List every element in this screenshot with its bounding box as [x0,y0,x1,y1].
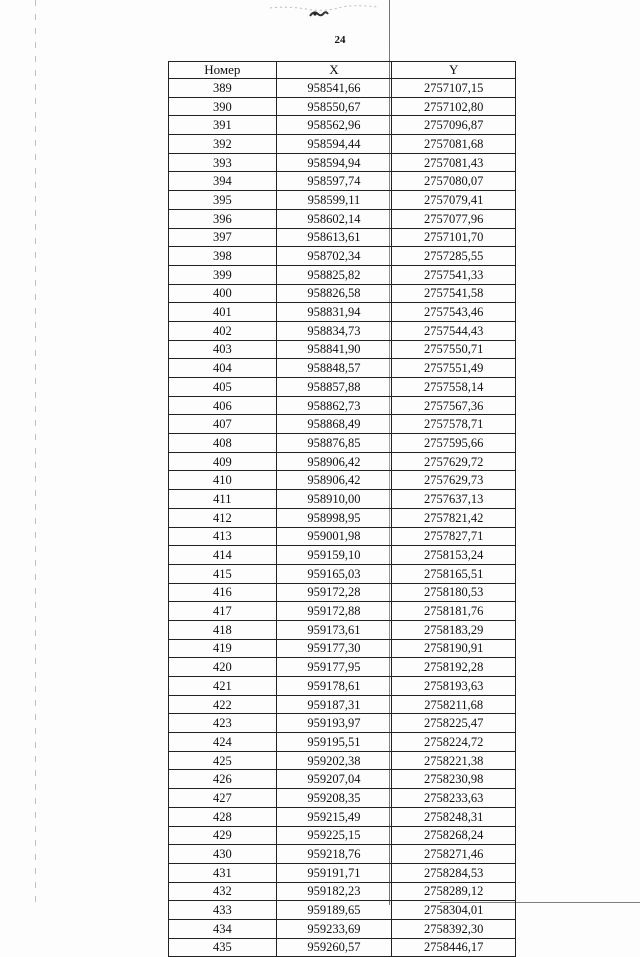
cell-y: 2758233,63 [392,789,516,808]
table-row [169,340,516,359]
cell-y: 2758446,17 [392,938,516,957]
cell-y: 2758192,28 [392,658,516,677]
cell-y: 2758225,47 [392,714,516,733]
table-row [169,770,516,789]
cell-x: 959260,57 [276,938,392,957]
cell-x: 958857,88 [276,378,392,397]
cell-x: 959182,23 [276,882,392,901]
table-row [169,845,516,864]
cell-x: 959215,49 [276,807,392,826]
cell-y: 2758221,38 [392,751,516,770]
cell-x: 959189,65 [276,901,392,920]
table-row [169,490,516,509]
cell-x: 958910,00 [276,490,392,509]
cell-x: 958998,95 [276,508,392,527]
cell-x: 959218,76 [276,845,392,864]
table-row [169,658,516,677]
cell-x: 958868,49 [276,415,392,434]
table-row [169,79,516,98]
table-row [169,789,516,808]
cell-y: 2757080,07 [392,172,516,191]
cell-y: 2758289,12 [392,882,516,901]
cell-x: 959207,04 [276,770,392,789]
cell-number: 428 [169,807,277,826]
cell-y: 2758271,46 [392,845,516,864]
table-row [169,583,516,602]
cell-number: 419 [169,639,277,658]
table-row [169,602,516,621]
table-row [169,209,516,228]
cell-x: 959225,15 [276,826,392,845]
cell-x: 959172,28 [276,583,392,602]
cell-y: 2757578,71 [392,415,516,434]
cell-x: 959233,69 [276,919,392,938]
cell-y: 2757541,58 [392,284,516,303]
table-row [169,228,516,247]
cell-number: 413 [169,527,277,546]
cell-x: 959187,31 [276,695,392,714]
cell-number: 395 [169,191,277,210]
table-row [169,564,516,583]
cell-number: 415 [169,564,277,583]
cell-y: 2758183,29 [392,620,516,639]
cell-y: 2757285,55 [392,247,516,266]
table-row [169,396,516,415]
stamp-smudge-mark [268,2,388,22]
cell-number: 400 [169,284,277,303]
cell-x: 958826,58 [276,284,392,303]
cell-number: 407 [169,415,277,434]
cell-number: 408 [169,434,277,453]
cell-number: 406 [169,396,277,415]
cell-y: 2757544,43 [392,321,516,340]
cell-y: 2757543,46 [392,303,516,322]
cell-y: 2757629,73 [392,471,516,490]
table-row [169,807,516,826]
cell-number: 412 [169,508,277,527]
cell-number: 423 [169,714,277,733]
cell-x: 958594,94 [276,153,392,172]
cell-y: 2757102,80 [392,97,516,116]
cell-y: 2757827,71 [392,527,516,546]
table-row [169,116,516,135]
cell-x: 959001,98 [276,527,392,546]
cell-x: 958876,85 [276,434,392,453]
cell-x: 958831,94 [276,303,392,322]
cell-number: 410 [169,471,277,490]
table-row [169,546,516,565]
table-row [169,527,516,546]
cell-x: 959178,61 [276,677,392,696]
cell-number: 399 [169,265,277,284]
cell-x: 959195,51 [276,733,392,752]
cell-y: 2758180,53 [392,583,516,602]
cell-y: 2758153,24 [392,546,516,565]
cell-y: 2758224,72 [392,733,516,752]
header-y: Y [392,62,516,79]
cell-x: 959165,03 [276,564,392,583]
cell-x: 958599,11 [276,191,392,210]
table-row [169,677,516,696]
cell-x: 958906,42 [276,452,392,471]
cell-x: 958613,61 [276,228,392,247]
cell-number: 424 [169,733,277,752]
cell-x: 958597,74 [276,172,392,191]
cell-number: 402 [169,321,277,340]
table-row [169,191,516,210]
cell-number: 429 [169,826,277,845]
table-row [169,434,516,453]
cell-x: 958848,57 [276,359,392,378]
cell-number: 404 [169,359,277,378]
cell-y: 2757550,71 [392,340,516,359]
table-header-row [169,62,516,79]
table-row [169,97,516,116]
cell-y: 2757081,43 [392,153,516,172]
cell-y: 2757637,13 [392,490,516,509]
cell-x: 959191,71 [276,863,392,882]
cell-y: 2757096,87 [392,116,516,135]
cell-x: 959173,61 [276,620,392,639]
cell-y: 2757101,70 [392,228,516,247]
table-row [169,714,516,733]
cell-x: 958906,42 [276,471,392,490]
cell-y: 2757629,72 [392,452,516,471]
table-row [169,265,516,284]
cell-number: 432 [169,882,277,901]
table-row [169,733,516,752]
cell-y: 2757081,68 [392,135,516,154]
cell-y: 2758190,91 [392,639,516,658]
cell-x: 958702,34 [276,247,392,266]
cell-y: 2757107,15 [392,79,516,98]
cell-y: 2757595,66 [392,434,516,453]
table-row [169,378,516,397]
table-row [169,938,516,957]
cell-x: 959159,10 [276,546,392,565]
cell-x: 958541,66 [276,79,392,98]
table-row [169,415,516,434]
cell-number: 393 [169,153,277,172]
table-row [169,471,516,490]
page-number: 24 [334,34,346,46]
table-row [169,247,516,266]
table-row [169,695,516,714]
cell-y: 2758165,51 [392,564,516,583]
table-row [169,863,516,882]
table-row [169,321,516,340]
table-row [169,751,516,770]
cell-x: 959193,97 [276,714,392,733]
cell-number: 392 [169,135,277,154]
table-row [169,135,516,154]
cell-y: 2758181,76 [392,602,516,621]
cell-y: 2757077,96 [392,209,516,228]
cell-y: 2758211,68 [392,695,516,714]
cell-y: 2758284,53 [392,863,516,882]
table-row [169,639,516,658]
cell-number: 390 [169,97,277,116]
cell-number: 411 [169,490,277,509]
table-row [169,153,516,172]
cell-y: 2758392,30 [392,919,516,938]
cell-number: 422 [169,695,277,714]
header-x: X [276,62,392,79]
table-row [169,826,516,845]
cell-y: 2758193,63 [392,677,516,696]
cell-number: 430 [169,845,277,864]
coordinates-table [168,61,516,957]
cell-x: 958862,73 [276,396,392,415]
cell-y: 2757558,14 [392,378,516,397]
cell-number: 434 [169,919,277,938]
cell-number: 389 [169,79,277,98]
cell-x: 958825,82 [276,265,392,284]
cell-x: 958841,90 [276,340,392,359]
cell-y: 2757079,41 [392,191,516,210]
cell-x: 958834,73 [276,321,392,340]
cell-x: 958562,96 [276,116,392,135]
cell-number: 425 [169,751,277,770]
cell-x: 959177,30 [276,639,392,658]
cell-number: 398 [169,247,277,266]
table-row [169,508,516,527]
table-row [169,882,516,901]
cell-x: 959177,95 [276,658,392,677]
cell-number: 391 [169,116,277,135]
cell-number: 414 [169,546,277,565]
cell-number: 421 [169,677,277,696]
table-row [169,452,516,471]
cell-y: 2757551,49 [392,359,516,378]
cell-number: 401 [169,303,277,322]
table-row [169,359,516,378]
cell-y: 2757821,42 [392,508,516,527]
cell-y: 2757541,33 [392,265,516,284]
cell-number: 435 [169,938,277,957]
cell-y: 2758304,01 [392,901,516,920]
cell-number: 394 [169,172,277,191]
cell-y: 2757567,36 [392,396,516,415]
table-row [169,284,516,303]
cell-number: 405 [169,378,277,397]
cell-number: 433 [169,901,277,920]
cell-x: 959202,38 [276,751,392,770]
cell-x: 958594,44 [276,135,392,154]
cell-y: 2758230,98 [392,770,516,789]
cell-x: 958602,14 [276,209,392,228]
cell-number: 431 [169,863,277,882]
cell-number: 417 [169,602,277,621]
cell-y: 2758248,31 [392,807,516,826]
cell-x: 959172,88 [276,602,392,621]
table-row [169,620,516,639]
cell-number: 427 [169,789,277,808]
cell-number: 416 [169,583,277,602]
cell-number: 403 [169,340,277,359]
cell-number: 396 [169,209,277,228]
table-row [169,172,516,191]
table-row [169,303,516,322]
header-number: Номер [169,62,277,79]
cell-y: 2758268,24 [392,826,516,845]
cell-number: 397 [169,228,277,247]
cell-x: 958550,67 [276,97,392,116]
scan-artifact-left-line [35,0,36,905]
cell-number: 420 [169,658,277,677]
cell-x: 959208,35 [276,789,392,808]
cell-number: 426 [169,770,277,789]
table-row [169,901,516,920]
table-row [169,919,516,938]
cell-number: 409 [169,452,277,471]
cell-number: 418 [169,620,277,639]
